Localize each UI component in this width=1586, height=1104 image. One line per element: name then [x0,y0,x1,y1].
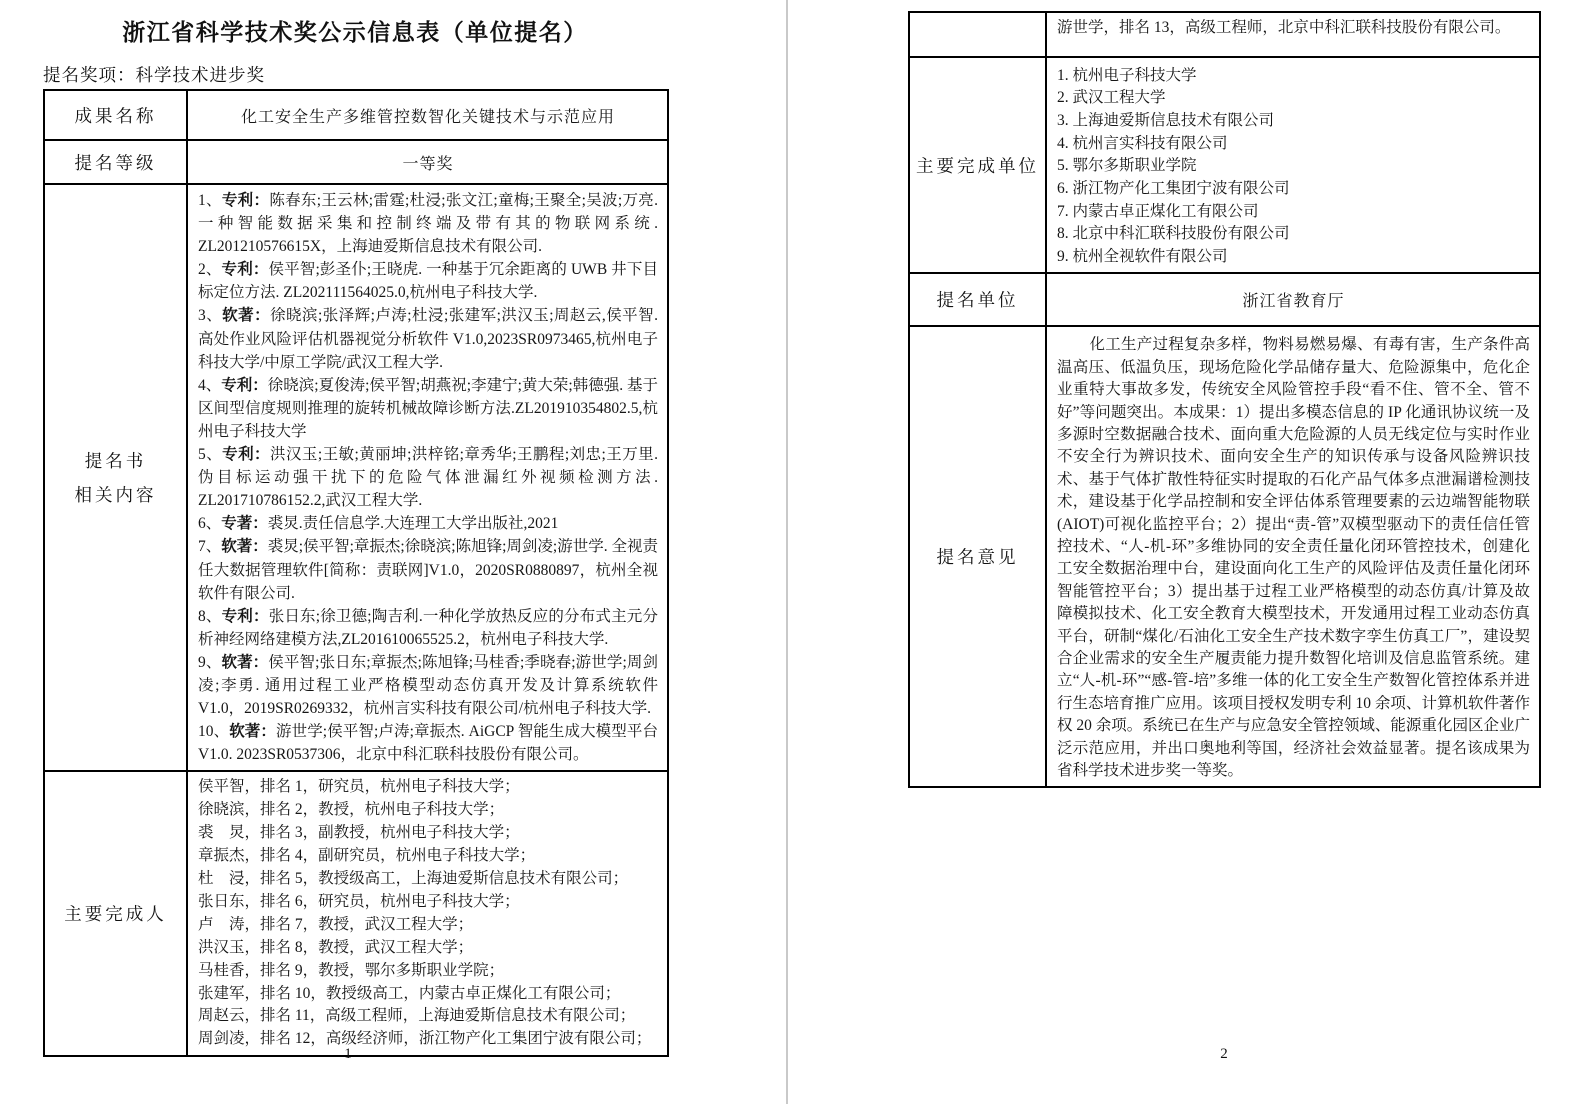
completer-list [198,776,658,1051]
unit-item: 3. 上海迪爱斯信息技术有限公司 [1057,111,1275,129]
reference-item: 7、软著：裘炅;侯平智;章振杰;徐晓滨;陈旭锋;周剑凌;游世学. 全视责任大数据管理软件[简称：责联网]V1.0，2020SR0880897，杭州全视软件有限公司. [198,538,658,602]
unit-item: 5. 鄂尔多斯职业学院 [1057,157,1197,175]
page-number-1: 1 [344,1046,352,1062]
reference-item: 4、专利：徐晓滨;夏俊涛;侯平智;胡燕祝;李建宁;黄大荣;韩德强. 基于区间型信度规则推理的旋转机械故障诊断方法.ZL201910354802.5,杭州电子科技大学 [198,376,658,440]
completer-item: 张日东，排名 6，研究员，杭州电子科技大学； [198,892,520,910]
row-nomination-opinion [909,326,1540,787]
reference-item: 9、软著：侯平智;张日东;章振杰;陈旭锋;马桂香;季晓春;游世学;周剑凌;李勇. 通用过程工业严格模型动态仿真开发及计算系统软件 V1.0，2019SR0269332，杭州言实科技有限公司/杭州电子科技大学. [198,653,658,718]
achievement-name-value: 化工安全生产多维管控数智化关键技术与示范应用 [187,90,668,140]
completer-item: 徐晓滨，排名 2，教授，杭州电子科技大学； [198,801,505,819]
reference-item: 6、专著：裘炅.责任信息学.大连理工大学出版社,2021 [198,515,559,533]
row-achievement-name [44,90,668,140]
completer-item: 周剑凌，排名 12，高级经济师，浙江物产化工集团宁波有限公司； [198,1030,652,1048]
info-table-page2 [908,11,1541,788]
unit-item: 8. 北京中科汇联科技股份有限公司 [1057,225,1290,243]
label-line: 相关内容 [74,484,157,505]
nomination-opinion-value [1046,326,1540,787]
unit-list [1057,64,1530,268]
nomination-grade-value: 一等奖 [187,140,668,184]
completer-item: 张建军，排名 10，教授级高工，内蒙古卓正煤化工有限公司； [198,984,621,1002]
reference-item: 8、专利：张日东;徐卫德;陶吉利.一种化学放热反应的分布式主元分析神经网络建模方法,ZL201610065525.2，杭州电子科技大学. [198,607,658,648]
completer-item: 马桂香，排名 9，教授，鄂尔多斯职业学院； [198,961,505,979]
completer-item: 杜 浸，排名 5，教授级高工，上海迪爱斯信息技术有限公司； [198,869,629,887]
completer-item: 裘 炅，排名 3，副教授，杭州电子科技大学； [198,824,520,842]
row-main-completers [44,771,668,1056]
completer-item: 卢 涛，排名 7，教授，武汉工程大学； [198,915,474,933]
nominating-unit-value: 浙江省教育厅 [1046,273,1540,326]
main-units-value [1046,57,1540,273]
row-nomination-book-content [44,184,668,771]
reference-item: 3、软著：徐晓滨;张泽辉;卢涛;杜浸;张建军;洪汉玉;周赵云,侯平智. 高处作业风险评估机器视觉分析软件 V1.0,2023SR0973465,杭州电子科技大学/中原工学院/武汉工程大学. [198,307,658,371]
page-number-2: 2 [1220,1046,1228,1062]
page-title: 浙江省科学技术奖公示信息表（单位提名） [122,20,588,45]
unit-item: 1. 杭州电子科技大学 [1057,66,1197,84]
main-units-label: 主要完成单位 [909,57,1046,273]
award-category-line [43,62,265,87]
main-completers-label: 主要完成人 [44,771,187,1056]
nomination-grade-label: 提名等级 [44,140,187,184]
nomination-book-label [44,184,187,771]
row-nominating-unit [909,273,1540,326]
page-divider [786,0,788,1104]
nomination-opinion-label: 提名意见 [909,326,1046,787]
completers-continuation-label-empty [909,12,1046,57]
award-category-label: 提名奖项： [43,65,136,85]
reference-item: 1、专利：陈春东;王云林;雷霆;杜浸;张文江;童梅;王聚全;吴波;万亮. 一种智能数据采集和控制终端及带有其的物联网系统. ZL201210576615X，上海迪爱斯信息技术有限公司. [198,192,658,256]
completer-item: 章振杰，排名 4，副研究员，杭州电子科技大学； [198,847,536,865]
row-completers-continuation [909,12,1540,57]
unit-item: 6. 浙江物产化工集团宁波有限公司 [1057,180,1290,198]
completer-item: 游世学，排名 13，高级工程师，北京中科汇联科技股份有限公司。 [1057,19,1511,36]
reference-item: 10、软著：游世学;侯平智;卢涛;章振杰. AiGCP 智能生成大模型平台 V1.0. 2023SR0537306，北京中科汇联科技股份有限公司。 [198,723,658,764]
completer-continuation-list [1057,17,1530,40]
row-nomination-grade [44,140,668,184]
label-line: 提名书 [84,450,147,471]
completer-item: 洪汉玉，排名 8，教授，武汉工程大学； [198,938,474,956]
nominating-unit-label: 提名单位 [909,273,1046,326]
nomination-opinion-text: 化工生产过程复杂多样，物料易燃易爆、有毒有害，生产条件高温高压、低温负压，现场危险化学品储存量大、危险源集中，危化企业重特大事故多发，传统安全风险管控手段“看不住、管不全、管不好”等问题突出。本成果：1）提出多模态信息的 IP 化通讯协议统一及多源时空数据融合技术、面向重大危险源的人员无线定位与实时作业不安全行为辨识技术、面向安全生产的知识传承与设备风险辨识技术、基于气体扩散性特征实时提取的石化产品气体多点泄漏谱检测技术，建设基于化学品控制和安全评估体系管理要素的云边端智能物联(AIOT)可视化监控平台；2）提出“责-管”双模型驱动下的责任信任管控技术、“人-机-环”多维协同的安全责任量化闭环管控技术，创建化工安全数据治理中台，建设面向化工生产的风险评估及责任量化闭环智能管控平台；3）提出基于过程工业严格模型的动态仿真/计算及故障模拟技术、化工安全教育大模型技术，开发通用过程工业动态仿真平台，研制“煤化/石油化工安全生产技术数字孪生仿真工厂”，建设契合企业需求的安全生产履责能力提升数智化培训及信息监管系统。建立“人-机-环”“感-管-培”多维一体的化工安全生产数智化管控体系并进行生态培育推广应用。该项目授权发明专利 10 余项、计算机软件著作权 20 余项。系统已在生产与应急安全管控领域、能源重化园区企业广泛示范应用，并出口奥地利等国，经济社会效益显著。提名该成果为省科学技术进步奖一等奖。 [1057,336,1530,780]
unit-item: 7. 内蒙古卓正煤化工有限公司 [1057,202,1259,220]
unit-item: 4. 杭州言实科技有限公司 [1057,134,1228,152]
completers-continuation-value [1046,12,1540,57]
nomination-book-value [187,184,668,771]
reference-list [198,189,658,766]
completer-item: 侯平智，排名 1，研究员，杭州电子科技大学； [198,778,520,796]
info-table-page1 [43,89,669,1057]
reference-item: 2、专利：侯平智;彭圣仆;王晓虎. 一种基于冗余距离的 UWB 井下目标定位方法. ZL202111564025.0,杭州电子科技大学. [198,261,658,302]
row-main-units [909,57,1540,273]
reference-item: 5、专利：洪汉玉;王敏;黄丽坤;洪梓铭;章秀华;王鹏程;刘忠;王万里. 伪目标运动强干扰下的危险气体泄漏红外视频检测方法. ZL201710786152.2,武汉工程大学. [198,446,658,510]
award-category-value: 科学技术进步奖 [135,65,265,85]
completer-item: 周赵云，排名 11，高级工程师，上海迪爱斯信息技术有限公司； [198,1007,636,1025]
main-completers-value [187,771,668,1056]
unit-item: 2. 武汉工程大学 [1057,89,1166,107]
unit-item: 9. 杭州全视软件有限公司 [1057,248,1228,266]
achievement-name-label: 成果名称 [44,90,187,140]
nomination-book-label-lines [45,444,186,512]
